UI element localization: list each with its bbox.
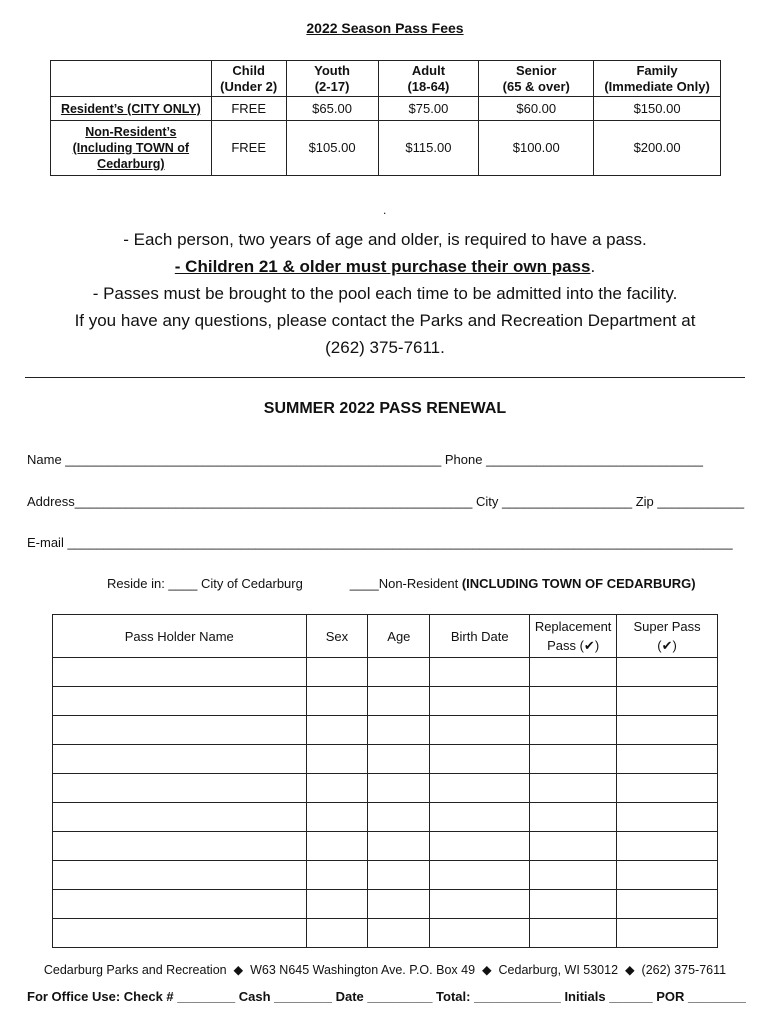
table-row <box>53 745 718 774</box>
entry-cell[interactable] <box>430 919 530 948</box>
entry-cell[interactable] <box>368 745 430 774</box>
entry-cell[interactable] <box>430 832 530 861</box>
entry-cell[interactable] <box>530 716 617 745</box>
table-row <box>53 861 718 890</box>
entry-cell[interactable] <box>368 774 430 803</box>
entry-cell[interactable] <box>368 890 430 919</box>
entry-cell[interactable] <box>306 832 368 861</box>
entry-cell[interactable] <box>306 919 368 948</box>
col-super-pass: Super Pass (✔) <box>617 615 718 658</box>
fees-col-youth: Youth (2-17) <box>286 61 378 97</box>
entry-cell[interactable] <box>53 745 307 774</box>
entry-cell[interactable] <box>530 919 617 948</box>
entry-cell[interactable] <box>617 803 718 832</box>
fees-cell: $115.00 <box>378 121 479 176</box>
stray-dot: . <box>383 203 387 217</box>
fees-cell: $105.00 <box>286 121 378 176</box>
address-city-zip-field[interactable]: Address_______________________________________________________ City __________________ Zip ____________ <box>27 494 745 509</box>
fees-row-label: Resident’s (CITY ONLY) <box>51 97 212 121</box>
table-row <box>53 832 718 861</box>
entry-cell[interactable] <box>306 687 368 716</box>
entry-cell[interactable] <box>53 803 307 832</box>
fees-table <box>50 60 721 176</box>
entry-cell[interactable] <box>430 861 530 890</box>
info-line-4: If you have any questions, please contact the Parks and Recreation Department at <box>74 311 696 330</box>
entry-cell[interactable] <box>430 774 530 803</box>
col-age: Age <box>368 615 430 658</box>
info-text <box>0 226 770 361</box>
fees-row-label: Non-Resident’s (Including TOWN of Cedarburg) <box>51 121 212 176</box>
page-title: 2022 Season Pass Fees <box>306 20 464 36</box>
fees-col-child: Child (Under 2) <box>211 61 286 97</box>
pass-holder-header-row <box>53 615 718 658</box>
fees-col-senior: Senior (65 & over) <box>479 61 594 97</box>
fees-cell: $100.00 <box>479 121 594 176</box>
table-row <box>53 890 718 919</box>
entry-cell[interactable] <box>53 687 307 716</box>
fees-cell: FREE <box>211 97 286 121</box>
entry-cell[interactable] <box>617 774 718 803</box>
entry-cell[interactable] <box>368 716 430 745</box>
fees-cell: $60.00 <box>479 97 594 121</box>
entry-cell[interactable] <box>53 861 307 890</box>
entry-cell[interactable] <box>617 716 718 745</box>
entry-cell[interactable] <box>530 687 617 716</box>
info-line-2: - Children 21 & older must purchase their own pass. <box>174 257 596 276</box>
table-row <box>53 919 718 948</box>
entry-cell[interactable] <box>617 890 718 919</box>
fees-cell: $150.00 <box>594 97 721 121</box>
entry-cell[interactable] <box>368 861 430 890</box>
entry-cell[interactable] <box>617 658 718 687</box>
reside-in-field[interactable]: Reside in: ____ City of Cedarburg ____Non-Resident (INCLUDING TOWN OF CEDARBURG) <box>107 576 696 591</box>
entry-cell[interactable] <box>430 745 530 774</box>
entry-cell[interactable] <box>617 745 718 774</box>
pass-holder-table <box>52 614 718 948</box>
entry-cell[interactable] <box>530 803 617 832</box>
info-line-5: (262) 375-7611. <box>325 338 445 357</box>
entry-cell[interactable] <box>530 890 617 919</box>
fees-cell: $65.00 <box>286 97 378 121</box>
entry-cell[interactable] <box>430 716 530 745</box>
entry-cell[interactable] <box>430 687 530 716</box>
fees-cell: $200.00 <box>594 121 721 176</box>
entry-cell[interactable] <box>530 658 617 687</box>
entry-cell[interactable] <box>53 774 307 803</box>
divider <box>25 377 745 378</box>
entry-cell[interactable] <box>306 658 368 687</box>
fees-header-blank <box>51 61 212 97</box>
footer-address: Cedarburg Parks and Recreation ◆ W63 N645 Washington Ave. P.O. Box 49 ◆ Cedarburg, WI 53012 ◆ (262) 375-7611 <box>43 963 727 977</box>
entry-cell[interactable] <box>617 687 718 716</box>
entry-cell[interactable] <box>530 774 617 803</box>
entry-cell[interactable] <box>430 658 530 687</box>
fees-row-non-resident <box>51 121 721 176</box>
renewal-title: SUMMER 2022 PASS RENEWAL <box>263 400 507 417</box>
entry-cell[interactable] <box>306 890 368 919</box>
entry-cell[interactable] <box>617 861 718 890</box>
name-phone-field[interactable]: Name ____________________________________________________ Phone ______________________________ <box>27 452 703 467</box>
entry-cell[interactable] <box>306 745 368 774</box>
email-field[interactable]: E-mail ____________________________________________________________________________________________ <box>27 535 733 550</box>
entry-cell[interactable] <box>368 658 430 687</box>
entry-cell[interactable] <box>53 832 307 861</box>
entry-cell[interactable] <box>53 890 307 919</box>
entry-cell[interactable] <box>306 774 368 803</box>
entry-cell[interactable] <box>53 716 307 745</box>
entry-cell[interactable] <box>617 919 718 948</box>
fees-col-family: Family (Immediate Only) <box>594 61 721 97</box>
table-row <box>53 687 718 716</box>
col-sex: Sex <box>306 615 368 658</box>
entry-cell[interactable] <box>53 919 307 948</box>
fees-header-row <box>51 61 721 97</box>
office-use-line: For Office Use: Check # ________ Cash ________ Date _________ Total: ____________ Initials ______ POR ________ <box>27 989 746 1004</box>
entry-cell[interactable] <box>368 687 430 716</box>
entry-cell[interactable] <box>306 803 368 832</box>
entry-cell[interactable] <box>530 861 617 890</box>
entry-cell[interactable] <box>368 803 430 832</box>
info-line-1: - Each person, two years of age and older, is required to have a pass. <box>123 230 647 249</box>
table-row <box>53 658 718 687</box>
col-pass-holder-name: Pass Holder Name <box>53 615 307 658</box>
entry-cell[interactable] <box>368 919 430 948</box>
entry-cell[interactable] <box>530 832 617 861</box>
col-birth-date: Birth Date <box>430 615 530 658</box>
entry-cell[interactable] <box>53 658 307 687</box>
table-row <box>53 803 718 832</box>
entry-cell[interactable] <box>368 832 430 861</box>
entry-cell[interactable] <box>306 861 368 890</box>
fees-row-resident <box>51 97 721 121</box>
entry-cell[interactable] <box>306 716 368 745</box>
fees-cell: $75.00 <box>378 97 479 121</box>
entry-cell[interactable] <box>430 890 530 919</box>
table-row <box>53 774 718 803</box>
entry-cell[interactable] <box>617 832 718 861</box>
col-replacement-pass: Replacement Pass (✔) <box>530 615 617 658</box>
fees-col-adult: Adult (18-64) <box>378 61 479 97</box>
table-row <box>53 716 718 745</box>
entry-cell[interactable] <box>430 803 530 832</box>
fees-cell: FREE <box>211 121 286 176</box>
info-line-3: - Passes must be brought to the pool each time to be admitted into the facility. <box>92 284 678 303</box>
entry-cell[interactable] <box>530 745 617 774</box>
